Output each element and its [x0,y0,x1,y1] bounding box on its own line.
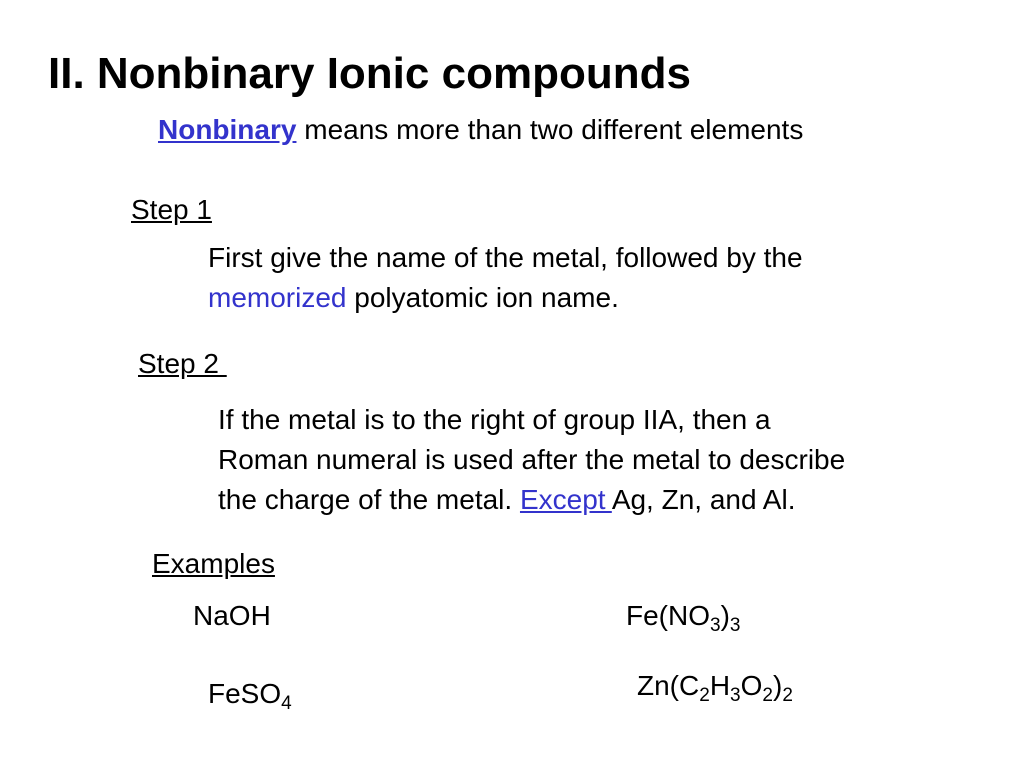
step-2-line-2: Roman numeral is used after the metal to describe [218,444,846,475]
step-1-heading: Step 1 [131,194,212,225]
example-zinc-acetate [637,668,793,704]
zinc-acetate-part-c: O [740,670,763,701]
except-link[interactable]: Except [519,484,612,515]
zinc-acetate-sub-3: 2 [762,685,773,706]
step-2-heading: Step 2 [138,348,227,379]
iron-nitrate-part-b: ) [720,600,730,631]
zinc-acetate-sub-1: 2 [699,685,710,706]
iron-nitrate-sub-2: 3 [729,615,741,636]
feso4-base: FeSO [208,678,282,709]
step-2-line-1: If the metal is to the right of group IIA, then a [218,404,771,435]
nonbinary-definition [158,112,803,148]
step-1-line-2 [208,278,803,318]
zinc-acetate-part-d: ) [772,670,783,701]
step-2-line-3-end: Ag, Zn, and Al. [611,484,796,515]
step-1-line-1: First give the name of the metal, followed by the [208,242,803,273]
zinc-acetate-sub-4: 2 [782,685,793,706]
memorized-highlight: memorized [208,282,347,313]
step-1-line-2-text: polyatomic ion name. [346,282,619,313]
zinc-acetate-sub-2: 3 [730,685,741,706]
nonbinary-term: Nonbinary [158,114,297,145]
zinc-acetate-part-a: Zn(C [637,670,700,701]
examples-heading: Examples [152,548,275,579]
feso4-subscript: 4 [281,693,292,714]
example-feso4 [208,676,292,712]
step-2-line-3 [218,480,845,520]
iron-nitrate-part-a: Fe(NO [626,600,710,631]
step-2-line-3-text: the charge of the metal. [218,484,520,515]
slide-title: II. Nonbinary Ionic compounds [48,49,691,98]
definition-text: means more than two different elements [296,114,804,145]
example-iron-nitrate [626,598,740,634]
step-2-body [218,400,845,520]
example-naoh: NaOH [193,600,271,631]
step-1-body [208,238,803,318]
zinc-acetate-part-b: H [709,670,731,701]
iron-nitrate-sub-1: 3 [710,615,721,636]
